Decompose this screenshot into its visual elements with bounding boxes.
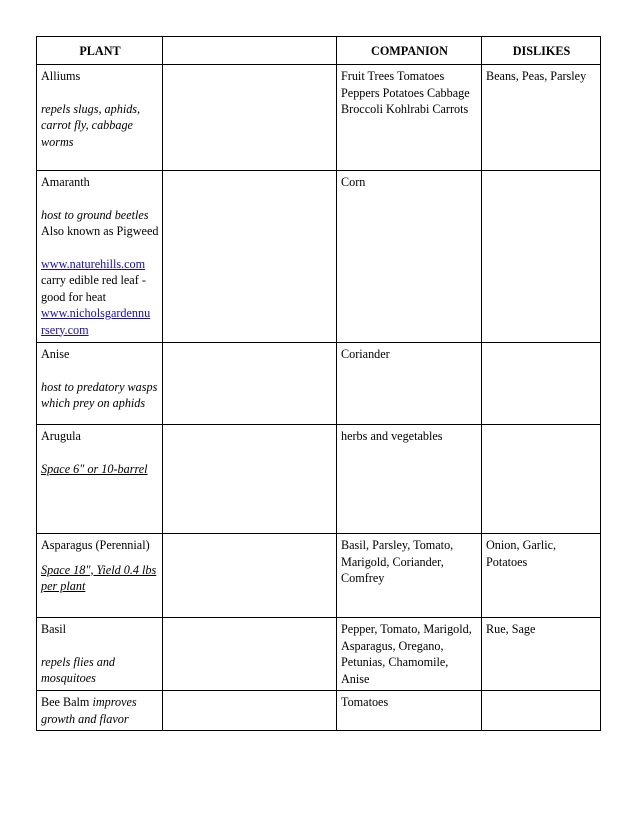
plant-note: improves growth and flavor [41,695,137,726]
table-row [37,171,601,343]
plant-extra-2: carry edible red leaf - good for heat [41,273,146,304]
dislikes-cell: Rue, Sage [482,618,601,691]
table-row [37,618,601,691]
plant-cell [37,691,163,731]
plant-name: Alliums [41,69,81,83]
dislikes-cell: Beans, Peas, Parsley [482,65,601,171]
dislikes-cell: Onion, Garlic, Potatoes [482,534,601,618]
plant-note: host to ground beetles [41,207,149,222]
blank-cell [163,425,337,534]
nursery-link[interactable]: www.naturehills.com [41,256,146,271]
plant-cell [37,65,163,171]
table-row [37,425,601,534]
blank-cell [163,534,337,618]
plant-cell [37,171,163,343]
plant-note: repels flies and mosquitoes [41,654,116,685]
blank-cell [163,691,337,731]
table-row [37,65,601,171]
plant-cell [37,618,163,691]
header-plant: PLANT [37,37,163,65]
companion-cell: Tomatoes [337,691,482,731]
plant-name: Arugula [41,429,81,443]
dislikes-cell [482,171,601,343]
header-blank [163,37,337,65]
plant-cell [37,425,163,534]
companion-cell: Coriander [337,343,482,425]
plant-name: Asparagus (Perennial) [41,538,150,552]
blank-cell [163,171,337,343]
dislikes-cell [482,425,601,534]
header-dislikes: DISLIKES [482,37,601,65]
table-row [37,534,601,618]
plant-cell [37,343,163,425]
plant-name: Bee Balm [41,695,90,709]
table-row [37,691,601,731]
dislikes-cell [482,343,601,425]
header-companion: COMPANION [337,37,482,65]
plant-cell [37,534,163,618]
blank-cell [163,618,337,691]
blank-cell [163,65,337,171]
plant-name: Basil [41,622,67,636]
nursery-link-2[interactable]: www.nicholsgardennu rsery.com [41,306,151,337]
dislikes-cell [482,691,601,731]
companion-cell: herbs and vegetables [337,425,482,534]
plant-note: repels slugs, aphids, carrot fly, cabbage worms [41,101,141,149]
plant-note: Space 18", Yield 0.4 lbs per plant [41,562,157,593]
companion-cell: Pepper, Tomato, Marigold, Asparagus, Oregano, Petunias, Chamomile, Anise [337,618,482,691]
plant-note: Space 6" or 10-barrel [41,461,148,476]
companion-cell: Fruit Trees Tomatoes Peppers Potatoes Cabbage Broccoli Kohlrabi Carrots [337,65,482,171]
companion-planting-table [36,36,601,731]
companion-cell: Corn [337,171,482,343]
header-row [37,37,601,65]
plant-extra: Also known as Pigweed [41,224,159,238]
plant-name: Anise [41,347,70,361]
blank-cell [163,343,337,425]
companion-cell: Basil, Parsley, Tomato, Marigold, Coriander, Comfrey [337,534,482,618]
table-row [37,343,601,425]
plant-note: host to predatory wasps which prey on aphids [41,379,158,410]
plant-name: Amaranth [41,175,90,189]
